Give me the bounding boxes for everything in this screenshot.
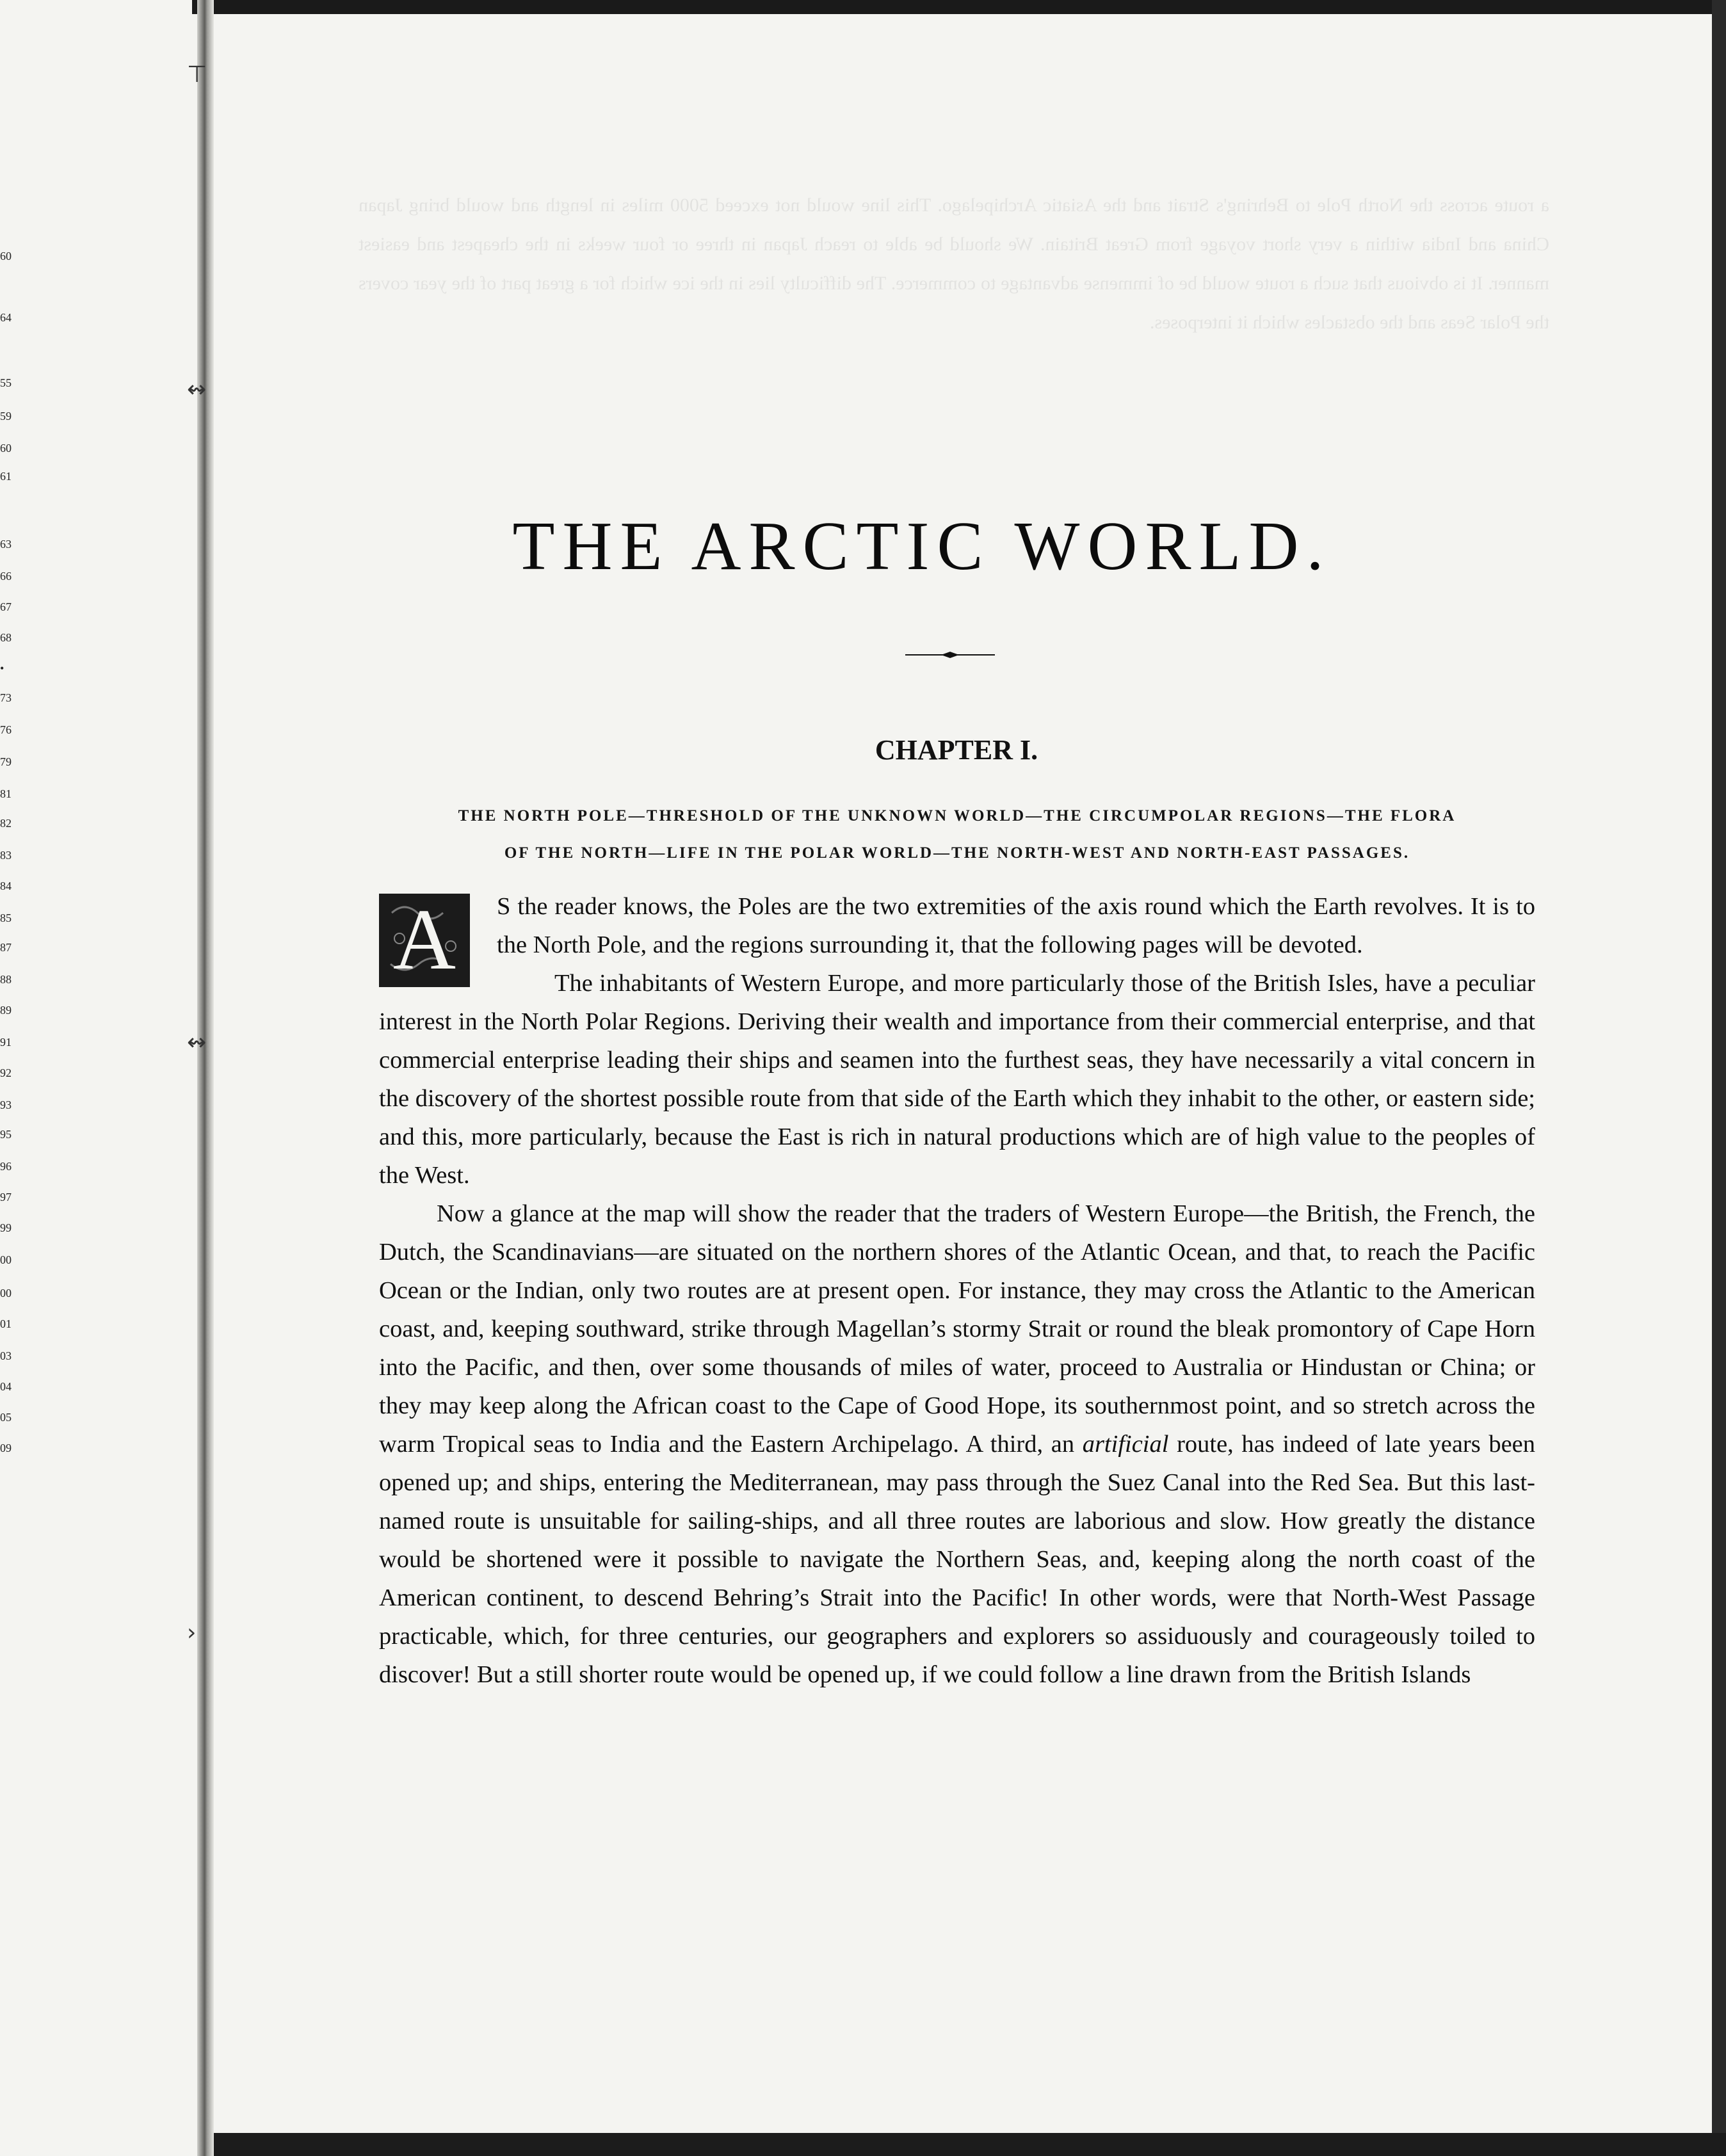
index-number: 81 — [0, 787, 12, 800]
chapter-heading: CHAPTER I. — [875, 734, 1038, 766]
index-number: 04 — [0, 1380, 12, 1393]
summary-line: OF THE NORTH—LIFE IN THE POLAR WORLD—THE NORTH-WEST AND NORTH-EAST PASSAGES. — [504, 844, 1410, 862]
drop-cap-initial — [379, 894, 470, 987]
chapter-body — [379, 887, 1535, 1694]
index-number: 87 — [0, 941, 12, 954]
drop-cap-letter: A — [392, 892, 456, 988]
index-number: 82 — [0, 817, 12, 830]
index-number: 61 — [0, 470, 12, 483]
index-number: 00 — [0, 1287, 12, 1299]
scan-top-edge — [192, 0, 1726, 14]
chapter-summary — [384, 798, 1530, 872]
index-number: 68 — [0, 631, 12, 644]
paragraph — [379, 1195, 1535, 1694]
gutter-mark-icon: ↭ — [187, 1029, 207, 1056]
index-number: 64 — [0, 311, 12, 324]
binding-gutter — [197, 0, 214, 2156]
paragraph: The inhabitants of Western Europe, and more particularly those of the British Isles, have a peculiar interest in the North Polar Regions. Deriving their wealth and importance from their commercial enterprise, and that commercial enterprise leading their ships and seamen into the furthest seas, they have necessarily a vital concern in the discovery of the shortest possible route from that side of the Earth which they inhabit to the other, or eastern side; and this, more particularly, because the East is rich in natural productions which are of high value to the peoples of the West. — [379, 970, 1535, 1189]
scan-right-edge — [1712, 0, 1726, 2156]
paragraph-text: S the reader knows, the Poles are the two extremities of the axis round which the Earth revolves. It is to the North Pole, and the regions surrounding it, that the following pages will be devoted. — [497, 893, 1535, 958]
index-number: 84 — [0, 880, 12, 892]
gutter-mark-icon: ↭ — [187, 376, 207, 403]
index-number: 83 — [0, 849, 12, 862]
index-number: 93 — [0, 1098, 12, 1111]
index-number: 73 — [0, 691, 12, 704]
index-number: 76 — [0, 723, 12, 736]
summary-line: THE NORTH POLE—THRESHOLD OF THE UNKNOWN WORLD—THE CIRCUMPOLAR REGIONS—THE FLORA — [458, 807, 1456, 825]
index-number: 59 — [0, 410, 12, 422]
paragraph-text: route, has indeed of late years been opened up; and ships, entering the Mediterranean, may pass through the Suez Canal into the Red Sea. But this last-named route is unsuitable for sailing-ships, and all three routes are laborious and slow. How greatly the distance would be shortened were it possible to navigate the Northern Seas, and, keeping along the north coast of the American continent, to descend Behring’s Strait into the Pacific! In other words, were that North-West Passage practicable, which, for three centuries, our geographers and explorers so assiduously and courageously toiled to discover! But a still shorter route would be opened up, if we could follow a line drawn from the British Islands — [379, 1431, 1535, 1688]
index-number: 92 — [0, 1066, 12, 1079]
book-title: THE ARCTIC WORLD. — [512, 508, 1332, 584]
index-number: 00 — [0, 1253, 12, 1266]
index-number: 60 — [0, 442, 12, 455]
index-number: 05 — [0, 1411, 12, 1424]
index-number: 01 — [0, 1317, 12, 1330]
index-number: 85 — [0, 912, 12, 924]
index-number: 89 — [0, 1004, 12, 1017]
emphasis-text: artificial — [1082, 1431, 1169, 1458]
index-number: 66 — [0, 570, 12, 583]
title-ornament — [905, 652, 995, 658]
gutter-mark-icon: › — [187, 1620, 197, 1646]
index-number: 79 — [0, 755, 12, 768]
paragraph — [379, 887, 1535, 988]
index-number: 03 — [0, 1349, 12, 1362]
paragraph-text: Now a glance at the map will show the reader that the traders of Western Europe—the British, the French, the Dutch, the Scandinavians—are situated on the northern shores of the Atlantic Ocean, and that, to reach the Pacific Ocean or the Indian, only two routes are at present open. For instance, they may cross the Atlantic to the American coast, and, keeping southward, strike through Magellan’s stormy Strait or round the bleak promontory of Cape Horn into the Pacific, and then, over some thousands of miles of water, proceed to Australia or Hindustan or China; or they may keep along the African coast to the Cape of Good Hope, its southernmost point, and so stretch across the warm Tropical seas to India and the Eastern Archipelago. A third, an — [379, 1200, 1535, 1458]
index-number: 09 — [0, 1442, 12, 1454]
index-number: 67 — [0, 600, 12, 613]
index-number: 55 — [0, 376, 12, 389]
index-number: 60 — [0, 250, 12, 262]
index-number: 99 — [0, 1221, 12, 1234]
index-number: 97 — [0, 1191, 12, 1203]
gutter-mark-icon: ⊤ — [187, 61, 207, 88]
bleed-through-text: a route across the North Pole to Behring's Strait and the Asiatic Archipelago. This line would not exceed 5000 miles in length and would bring Japan China and India within a very short voyage from Great Britain. We should be able to reach Japan in three or four weeks in the cheapest and easiest manner. It is obvious that such a route would be of immense advantage to commerce. The difficulty lies in the ice which for a great part of the year covers the Polar Seas and the obstacles which it interposes. — [359, 195, 1549, 333]
index-number: 91 — [0, 1036, 12, 1049]
index-number: 95 — [0, 1128, 12, 1141]
scan-bottom-edge — [211, 2133, 1726, 2156]
index-number: 88 — [0, 973, 12, 986]
index-number: • — [0, 662, 4, 675]
index-number: 63 — [0, 538, 12, 551]
index-number: 96 — [0, 1160, 12, 1173]
